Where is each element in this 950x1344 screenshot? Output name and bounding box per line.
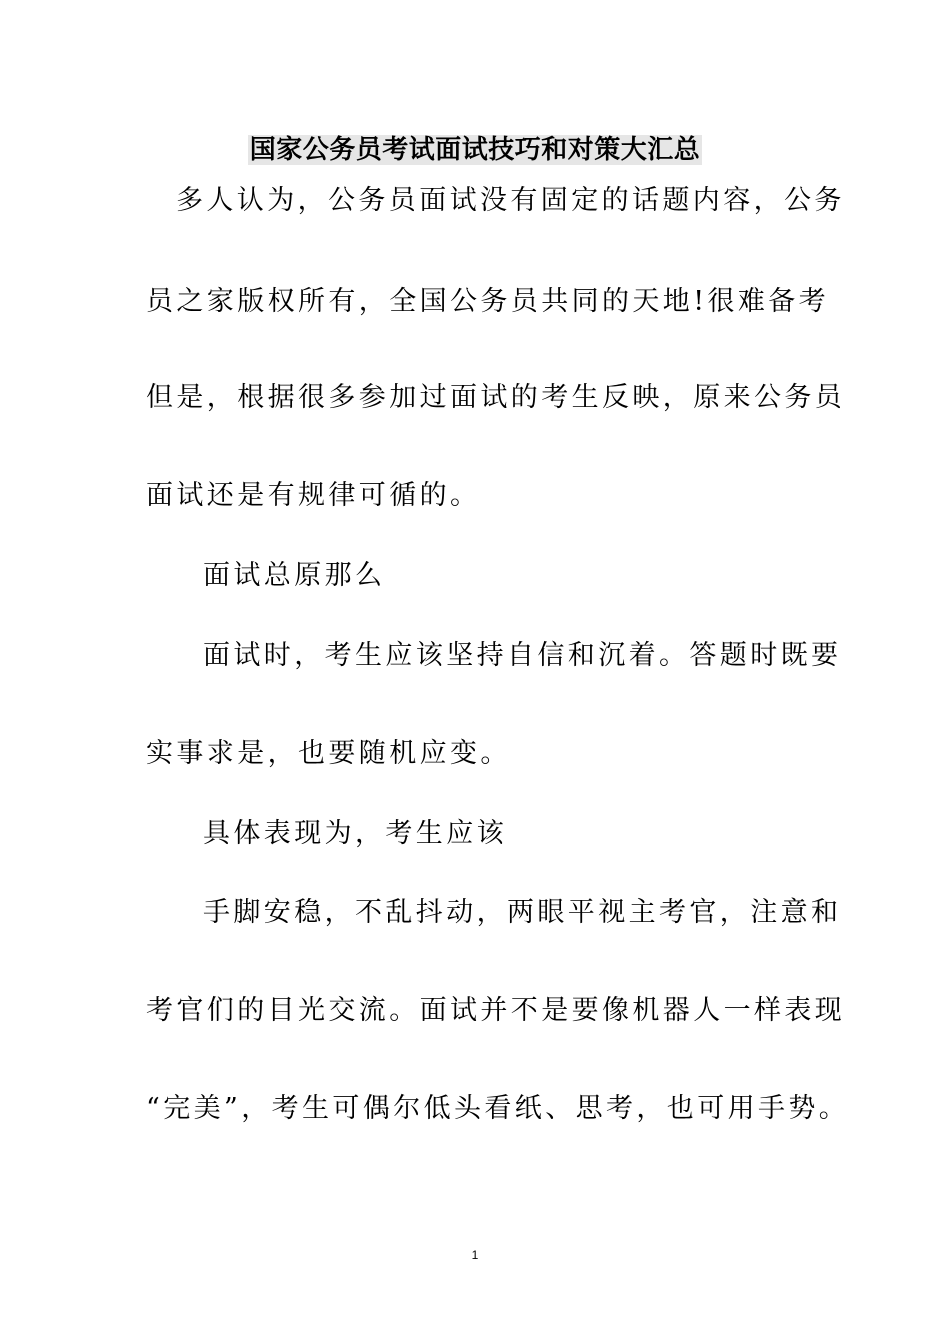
body-line: 考官们的目光交流。面试并不是要像机器人一样表现 [146, 995, 846, 1026]
document-title [0, 130, 950, 170]
body-line: 具体表现为，考生应该 [203, 818, 507, 849]
page-number: 1 [471, 1248, 479, 1262]
section-heading: 面试总原那么 [203, 560, 386, 591]
body-line: “完美”，考生可偶尔低头看纸、思考，也可用手势。 [146, 1093, 850, 1124]
body-line: 面试时，考生应该坚持自信和沉着。答题时既要 [203, 640, 842, 671]
body-line: 多人认为，公务员面试没有固定的话题内容，公务 [176, 185, 845, 216]
document-title-text: 国家公务员考试面试技巧和对策大汇总 [249, 135, 701, 165]
body-line: 员之家版权所有，全国公务员共同的天地!很难备考 [146, 286, 830, 317]
body-line: 手脚安稳，不乱抖动，两眼平视主考官，注意和 [203, 897, 842, 928]
body-line: 但是，根据很多参加过面试的考生反映，原来公务员 [146, 382, 846, 413]
body-line: 面试还是有规律可循的。 [146, 480, 481, 511]
body-line: 实事求是，也要随机应变。 [146, 738, 511, 769]
